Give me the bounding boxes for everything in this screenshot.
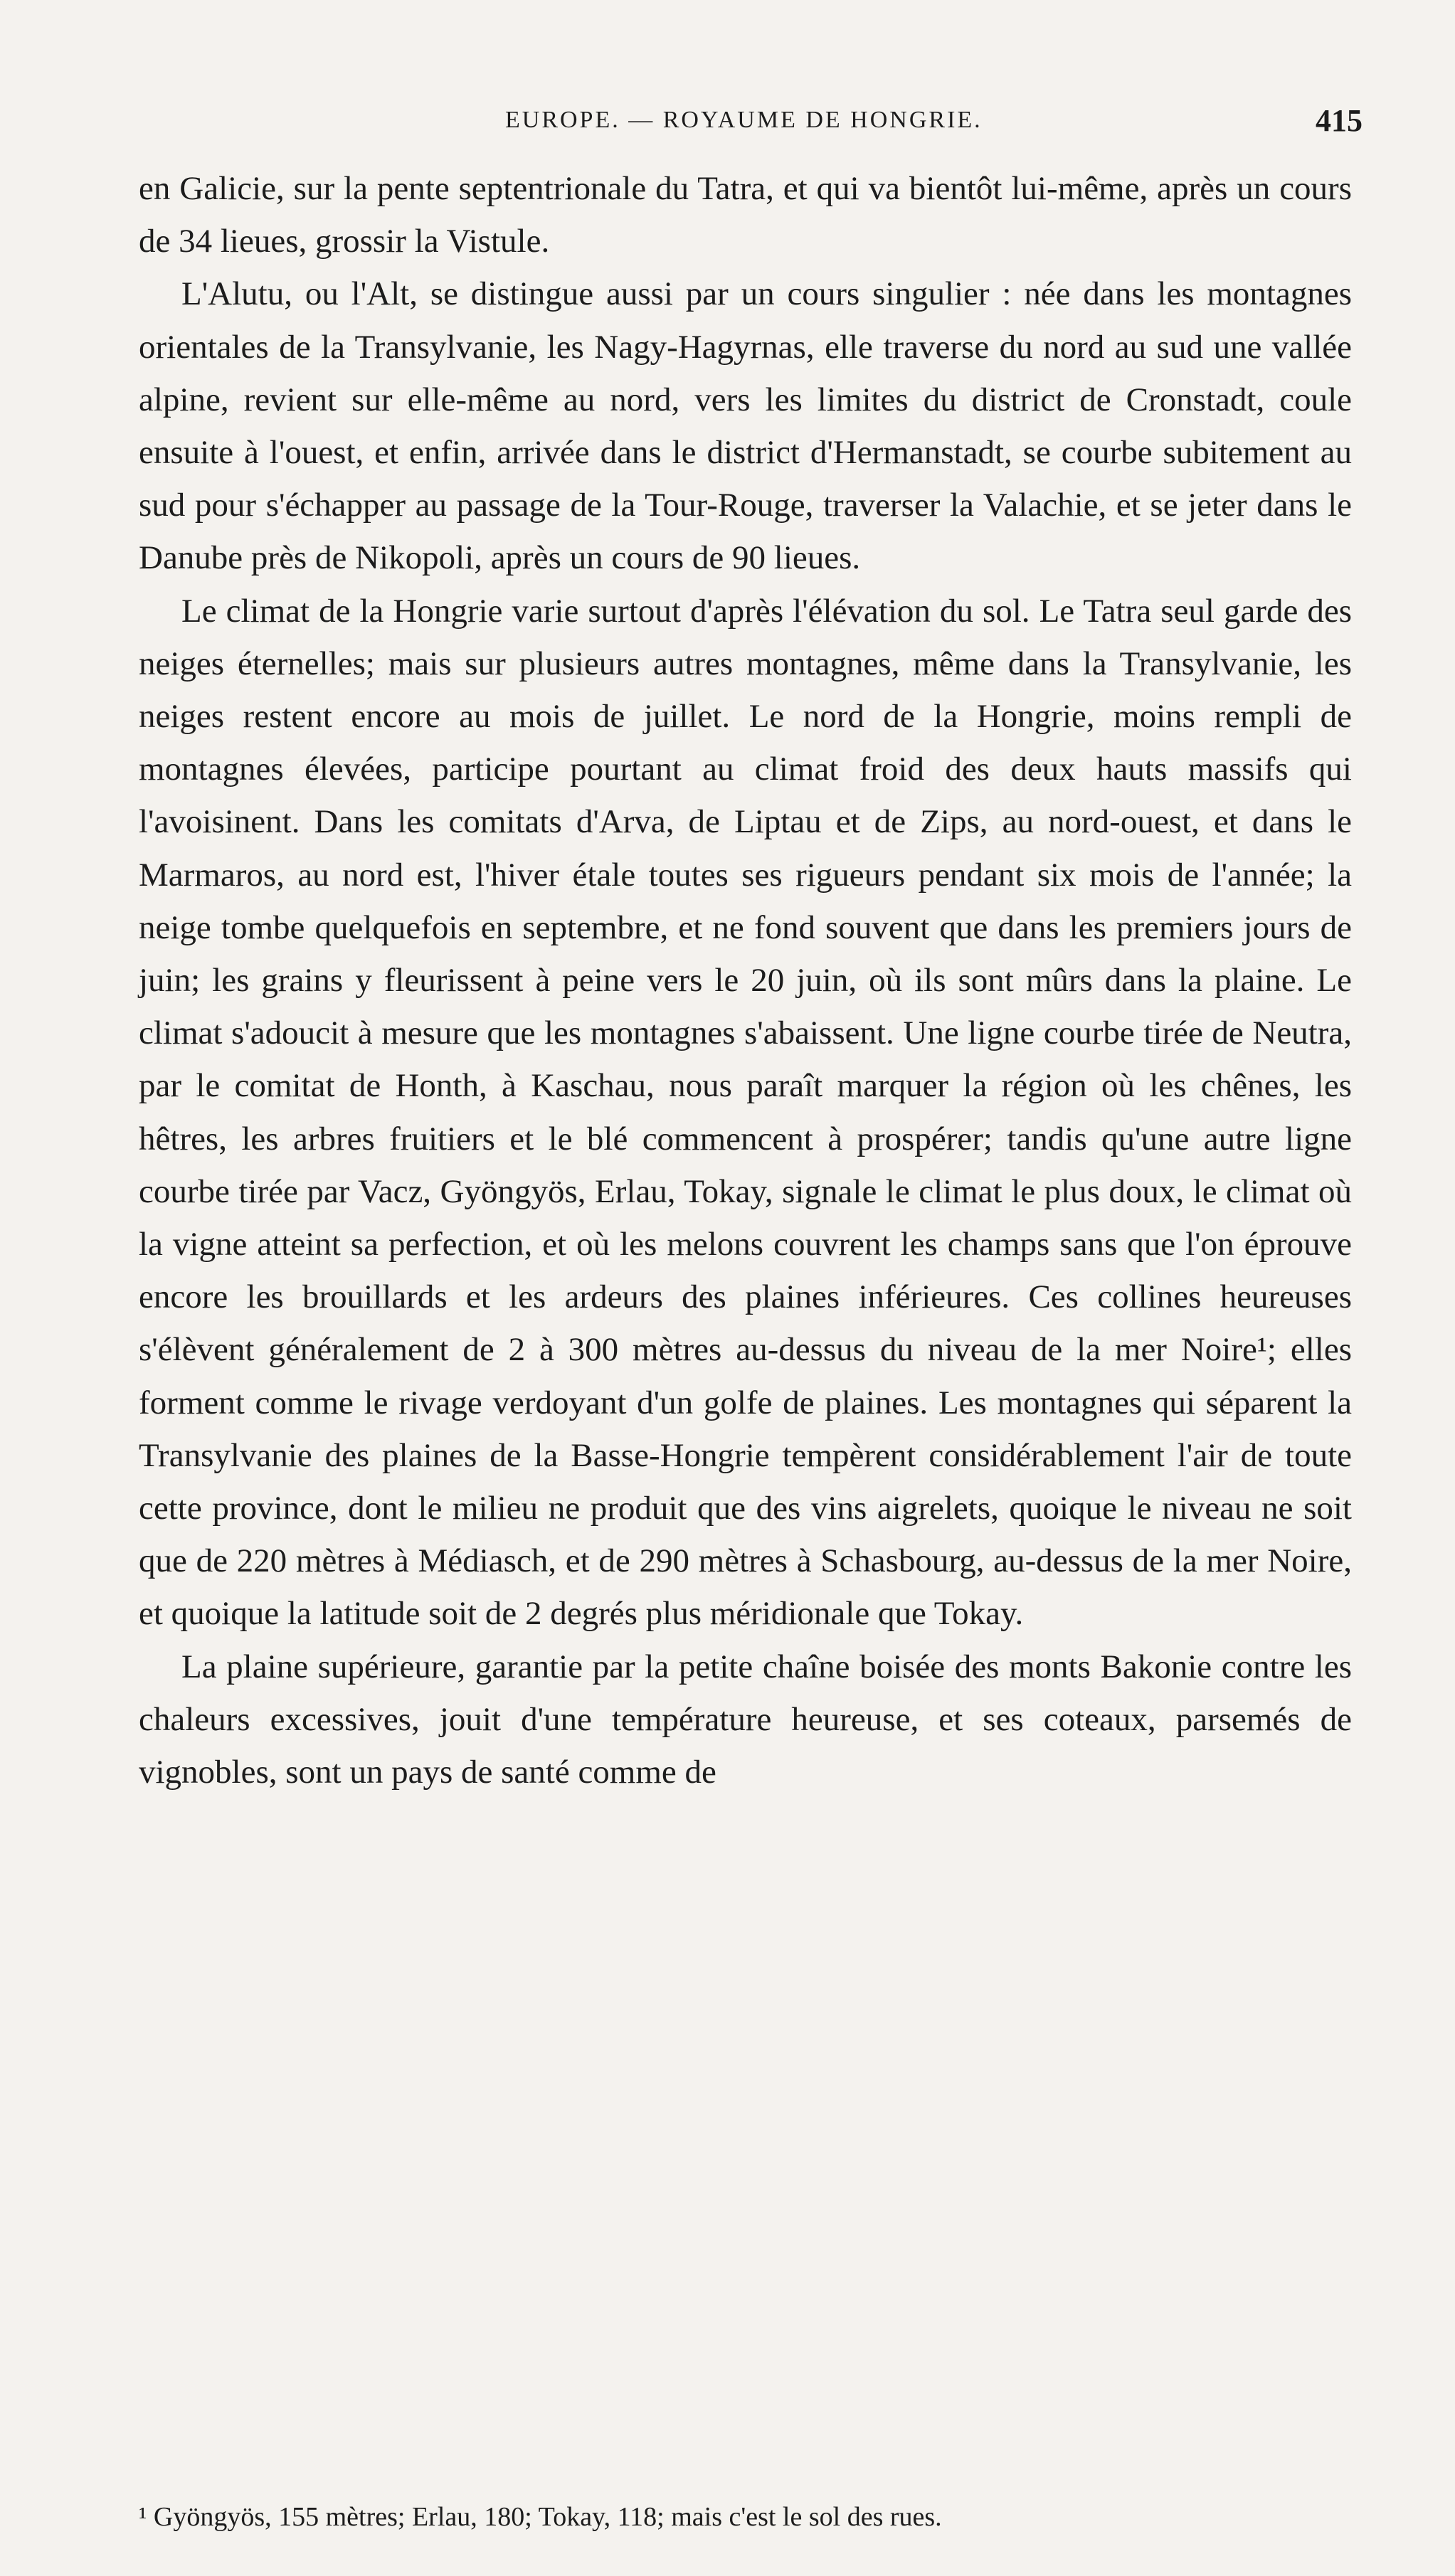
paragraph-alutu: L'Alutu, ou l'Alt, se distingue aussi par un cours singulier : née dans les montagnes orientales de la Transylvanie, les Nagy-Hagyrnas, elle traverse du nord au sud une vallée alpine, revient sur elle-même au nord, vers les limites du district de Cronstadt, coule ensuite à l'ouest, et enfin, arrivée dans le district d'Hermanstadt, se courbe subitement au sud pour s'échapper au passage de la Tour-Rouge, traverser la Valachie, et se jeter dans le Danube près de Nikopoli, après un cours de 90 lieues. — [139, 275, 1352, 577]
footnote: ¹ Gyöngyös, 155 mètres; Erlau, 180; Tokay, 118; mais c'est le sol des rues. — [139, 2502, 942, 2532]
page-number: 415 — [1316, 103, 1363, 138]
body-text — [139, 162, 1352, 1798]
paragraph-continuation: en Galicie, sur la pente septentrionale du Tatra, et qui va bientôt lui-même, après un cours de 34 lieues, grossir la Vistule. — [139, 170, 1352, 260]
paragraph-plaine-superieure: La plaine supérieure, garantie par la petite chaîne boisée des monts Bakonie contre les chaleurs excessives, jouit d'une température heureuse, et ses coteaux, parsemés de vignobles, sont un pays de santé comme de — [139, 1648, 1352, 1791]
running-title: EUROPE. — ROYAUME DE HONGRIE. — [505, 107, 983, 133]
running-head — [213, 103, 1363, 149]
paragraph-climat: Le climat de la Hongrie varie surtout d'après l'élévation du sol. Le Tatra seul garde des neiges éternelles; mais sur plusieurs autres montagnes, même dans la Transylvanie, les neiges restent encore au mois de juillet. Le nord de la Hongrie, moins rempli de montagnes élevées, participe pourtant au climat froid des deux hauts massifs qui l'avoisinent. Dans les comitats d'Arva, de Liptau et de Zips, au nord-ouest, et dans le Marmaros, au nord est, l'hiver étale toutes ses rigueurs pendant six mois de l'année; la neige tombe quelquefois en septembre, et ne fond souvent que dans les premiers jours de juin; les grains y fleurissent à peine vers le 20 juin, où ils sont mûrs dans la plaine. Le climat s'adoucit à mesure que les montagnes s'abaissent. Une ligne courbe tirée de Neutra, par le comitat de Honth, à Kaschau, nous paraît marquer la région où les chênes, les hêtres, les arbres fruitiers et le blé commencent à prospérer; tandis qu'une autre ligne courbe tirée par Vacz, Gyöngyös, Erlau, Tokay, signale le climat le plus doux, le climat où la vigne atteint sa perfection, et où les melons couvrent les champs sans que l'on éprouve encore les brouillards et les ardeurs des plaines inférieures. Ces collines heureuses s'élèvent généralement de 2 à 300 mètres au-dessus du niveau de la mer Noire¹; elles forment comme le rivage verdoyant d'un golfe de plaines. Les montagnes qui séparent la Transylvanie des plaines de la Basse-Hongrie tempèrent considérablement l'air de toute cette province, dont le milieu ne produit que des vins aigrelets, quoique le niveau ne soit que de 220 mètres à Médiasch, et de 290 mètres à Schasbourg, au-dessus de la mer Noire, et quoique la latitude soit de 2 degrés plus méridionale que Tokay. — [139, 592, 1352, 1633]
